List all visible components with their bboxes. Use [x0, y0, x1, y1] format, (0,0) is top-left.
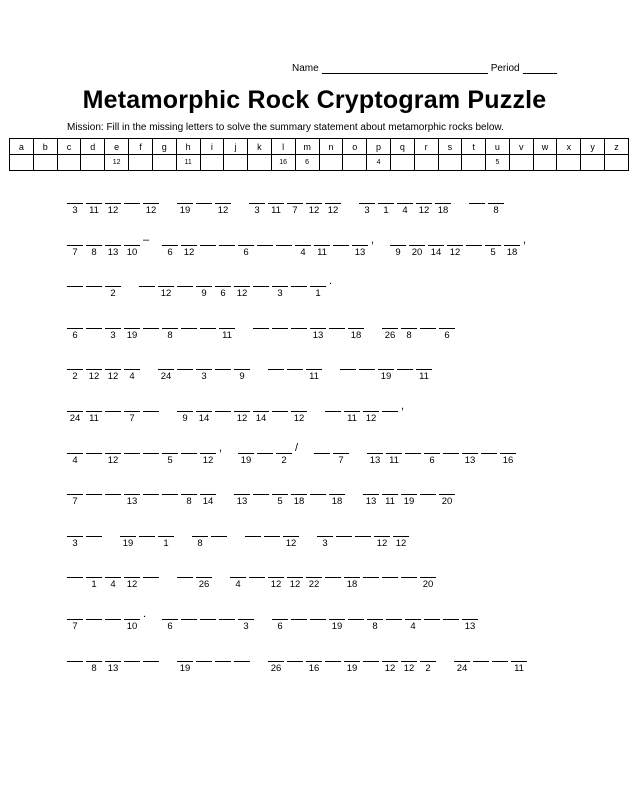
letter-blank[interactable]: 20: [439, 494, 455, 506]
letter-blank[interactable]: 18: [344, 577, 360, 589]
letter-blank[interactable]: [86, 286, 102, 298]
letter-blank[interactable]: [215, 661, 231, 673]
letter-blank[interactable]: [177, 369, 193, 381]
letter-blank[interactable]: [405, 453, 421, 465]
punctuation: .: [143, 608, 147, 620]
name-label: Name: [292, 63, 319, 74]
letter-blank[interactable]: [443, 619, 459, 631]
letter-blank[interactable]: 12: [363, 411, 379, 423]
cipher-letter-s: s: [438, 139, 462, 155]
letter-blank[interactable]: [466, 245, 482, 257]
letter-blank[interactable]: 24: [67, 411, 83, 423]
letter-blank[interactable]: [67, 661, 83, 673]
letter-blank[interactable]: 12: [374, 536, 390, 548]
cipher-letter-u: u: [486, 139, 510, 155]
letter-blank[interactable]: 12: [200, 453, 216, 465]
letter-blank[interactable]: 13: [462, 453, 478, 465]
letter-blank[interactable]: 11: [511, 661, 527, 673]
letter-blank[interactable]: 11: [386, 453, 402, 465]
cipher-letter-a: a: [10, 139, 34, 155]
letter-blank[interactable]: 7: [67, 619, 83, 631]
letter-blank[interactable]: 13: [124, 494, 140, 506]
letter-blank[interactable]: 14: [428, 245, 444, 257]
letter-blank[interactable]: [211, 536, 227, 548]
letter-blank[interactable]: 19: [401, 494, 417, 506]
letter-blank[interactable]: [272, 411, 288, 423]
letter-blank[interactable]: 12: [158, 286, 174, 298]
letter-blank[interactable]: [310, 619, 326, 631]
letter-blank[interactable]: [105, 494, 121, 506]
letter-blank[interactable]: [86, 453, 102, 465]
cipher-letter-m: m: [295, 139, 319, 155]
letter-blank[interactable]: [215, 411, 231, 423]
letter-blank[interactable]: [420, 494, 436, 506]
letter-blank[interactable]: 13: [352, 245, 368, 257]
letter-blank[interactable]: [143, 411, 159, 423]
letter-blank[interactable]: [143, 661, 159, 673]
cipher-letter-b: b: [33, 139, 57, 155]
letter-blank[interactable]: 14: [253, 411, 269, 423]
letter-blank[interactable]: [86, 494, 102, 506]
letter-blank[interactable]: 26: [196, 577, 212, 589]
letter-blank[interactable]: 14: [200, 494, 216, 506]
letter-blank[interactable]: 8: [401, 328, 417, 340]
letter-blank[interactable]: [215, 369, 231, 381]
letter-blank[interactable]: 4: [230, 577, 246, 589]
letter-blank[interactable]: 4: [397, 203, 413, 215]
letter-blank[interactable]: [325, 661, 341, 673]
letter-blank[interactable]: 12: [143, 203, 159, 215]
letter-blank[interactable]: [291, 619, 307, 631]
letter-blank[interactable]: [401, 577, 417, 589]
punctuation: .: [329, 275, 333, 288]
punctuation: ,: [371, 233, 375, 246]
letter-blank[interactable]: [325, 411, 341, 423]
letter-blank[interactable]: [177, 577, 193, 589]
letter-blank[interactable]: 24: [158, 369, 174, 381]
letter-blank[interactable]: 5: [485, 245, 501, 257]
letter-blank[interactable]: 12: [234, 286, 250, 298]
letter-blank[interactable]: [86, 619, 102, 631]
cipher-letter-r: r: [414, 139, 438, 155]
letter-blank[interactable]: 12: [416, 203, 432, 215]
letter-blank[interactable]: [196, 203, 212, 215]
letter-blank[interactable]: [314, 453, 330, 465]
letter-blank[interactable]: [257, 453, 273, 465]
letter-blank[interactable]: [200, 619, 216, 631]
cipher-letter-j: j: [224, 139, 248, 155]
letter-blank[interactable]: 13: [105, 661, 121, 673]
mission-text: Mission: Fill in the missing letters to solve the summary statement about metamorphic rocks below.: [67, 122, 504, 133]
letter-blank[interactable]: 20: [409, 245, 425, 257]
letter-blank[interactable]: [67, 577, 83, 589]
letter-blank[interactable]: 12: [291, 411, 307, 423]
cipher-code-e[interactable]: 12: [105, 155, 129, 171]
letter-blank[interactable]: [105, 411, 121, 423]
letter-blank[interactable]: [124, 661, 140, 673]
letter-blank[interactable]: 11: [268, 203, 284, 215]
cipher-code-m[interactable]: 6: [295, 155, 319, 171]
letter-blank[interactable]: 3: [249, 203, 265, 215]
letter-blank[interactable]: 13: [462, 619, 478, 631]
letter-blank[interactable]: 13: [234, 494, 250, 506]
cipher-code-p[interactable]: 4: [367, 155, 391, 171]
letter-blank[interactable]: 5: [162, 453, 178, 465]
letter-blank[interactable]: [363, 661, 379, 673]
letter-blank[interactable]: 16: [306, 661, 322, 673]
letter-blank[interactable]: 11: [314, 245, 330, 257]
letter-blank[interactable]: 4: [405, 619, 421, 631]
letter-blank[interactable]: 7: [67, 494, 83, 506]
letter-blank[interactable]: [253, 328, 269, 340]
letter-blank[interactable]: 13: [310, 328, 326, 340]
letter-blank[interactable]: 3: [317, 536, 333, 548]
letter-blank[interactable]: 12: [181, 245, 197, 257]
cipher-letter-l: l: [271, 139, 295, 155]
cipher-code-u[interactable]: 5: [486, 155, 510, 171]
letter-blank[interactable]: 6: [272, 619, 288, 631]
letter-blank[interactable]: 18: [329, 494, 345, 506]
letter-blank[interactable]: 11: [86, 411, 102, 423]
letter-blank[interactable]: [264, 536, 280, 548]
letter-blank[interactable]: [287, 661, 303, 673]
letter-blank[interactable]: 18: [504, 245, 520, 257]
letter-blank[interactable]: 8: [488, 203, 504, 215]
letter-blank[interactable]: 12: [105, 453, 121, 465]
letter-blank[interactable]: [359, 369, 375, 381]
letter-blank[interactable]: 13: [363, 494, 379, 506]
letter-blank[interactable]: 12: [105, 369, 121, 381]
period-label: Period: [490, 63, 520, 74]
cipher-letter-c: c: [57, 139, 81, 155]
letter-blank[interactable]: 3: [238, 619, 254, 631]
letter-blank[interactable]: [67, 286, 83, 298]
letter-blank[interactable]: [382, 411, 398, 423]
letter-blank[interactable]: [177, 286, 193, 298]
letter-blank[interactable]: 5: [272, 494, 288, 506]
letter-blank[interactable]: [291, 286, 307, 298]
letter-blank[interactable]: 7: [67, 245, 83, 257]
letter-blank[interactable]: [420, 328, 436, 340]
letter-blank[interactable]: 10: [124, 245, 140, 257]
letter-blank[interactable]: 3: [359, 203, 375, 215]
letter-blank[interactable]: [276, 245, 292, 257]
letter-blank[interactable]: [424, 619, 440, 631]
cipher-code-h[interactable]: 11: [176, 155, 200, 171]
letter-blank[interactable]: 18: [291, 494, 307, 506]
letter-blank[interactable]: [348, 619, 364, 631]
letter-blank[interactable]: [86, 536, 102, 548]
letter-blank[interactable]: [253, 494, 269, 506]
cipher-letter-q: q: [390, 139, 414, 155]
letter-blank[interactable]: 11: [306, 369, 322, 381]
letter-blank[interactable]: 12: [382, 661, 398, 673]
cipher-letter-w: w: [533, 139, 557, 155]
letter-blank[interactable]: 12: [287, 577, 303, 589]
letter-blank[interactable]: 11: [86, 203, 102, 215]
letter-blank[interactable]: 8: [86, 661, 102, 673]
punctuation: ,: [401, 400, 405, 412]
letter-blank[interactable]: [268, 369, 284, 381]
letter-blank[interactable]: 1: [158, 536, 174, 548]
letter-blank[interactable]: [329, 328, 345, 340]
letter-blank[interactable]: [219, 245, 235, 257]
letter-blank[interactable]: [139, 286, 155, 298]
letter-blank[interactable]: 11: [219, 328, 235, 340]
letter-blank[interactable]: 1: [310, 286, 326, 298]
letter-blank[interactable]: 4: [295, 245, 311, 257]
letter-blank[interactable]: [105, 619, 121, 631]
letter-blank[interactable]: 12: [105, 203, 121, 215]
letter-blank[interactable]: [200, 328, 216, 340]
letter-blank[interactable]: [310, 494, 326, 506]
letter-blank[interactable]: 7: [287, 203, 303, 215]
letter-blank[interactable]: 20: [420, 577, 436, 589]
letter-blank[interactable]: 8: [181, 494, 197, 506]
letter-blank[interactable]: 6: [424, 453, 440, 465]
letter-blank[interactable]: 11: [344, 411, 360, 423]
letter-blank[interactable]: [181, 619, 197, 631]
letter-blank[interactable]: 3: [272, 286, 288, 298]
letter-blank[interactable]: 2: [276, 453, 292, 465]
cipher-letter-p: p: [367, 139, 391, 155]
cipher-letter-t: t: [462, 139, 486, 155]
cipher-letter-f: f: [129, 139, 153, 155]
letter-blank[interactable]: 8: [192, 536, 208, 548]
cipher-letter-g: g: [152, 139, 176, 155]
letter-blank[interactable]: 12: [401, 661, 417, 673]
letter-blank[interactable]: 3: [196, 369, 212, 381]
letter-blank[interactable]: 2: [67, 369, 83, 381]
letter-blank[interactable]: [443, 453, 459, 465]
letter-blank[interactable]: 9: [196, 286, 212, 298]
cipher-letter-y: y: [581, 139, 605, 155]
letter-blank[interactable]: [249, 577, 265, 589]
letter-blank[interactable]: 2: [420, 661, 436, 673]
punctuation: ,: [523, 233, 527, 246]
letter-blank[interactable]: [124, 203, 140, 215]
letter-blank[interactable]: [245, 536, 261, 548]
letter-blank[interactable]: 12: [447, 245, 463, 257]
letter-blank[interactable]: 9: [234, 369, 250, 381]
cipher-letter-e: e: [105, 139, 129, 155]
letter-blank[interactable]: [336, 536, 352, 548]
letter-blank[interactable]: [200, 245, 216, 257]
letter-blank[interactable]: 26: [268, 661, 284, 673]
letter-blank[interactable]: 2: [105, 286, 121, 298]
letter-blank[interactable]: [325, 577, 341, 589]
letter-blank[interactable]: [253, 286, 269, 298]
letter-blank[interactable]: 14: [196, 411, 212, 423]
cipher-letter-i: i: [200, 139, 224, 155]
letter-blank[interactable]: [340, 369, 356, 381]
cipher-letter-n: n: [319, 139, 343, 155]
letter-blank[interactable]: 18: [435, 203, 451, 215]
letter-blank[interactable]: 12: [283, 536, 299, 548]
letter-blank[interactable]: [272, 328, 288, 340]
letter-blank[interactable]: [139, 536, 155, 548]
letter-blank[interactable]: [355, 536, 371, 548]
letter-blank[interactable]: [181, 453, 197, 465]
cipher-letter-k: k: [247, 139, 271, 155]
letter-blank[interactable]: 6: [238, 245, 254, 257]
letter-blank[interactable]: 19: [238, 453, 254, 465]
letter-blank[interactable]: 13: [105, 245, 121, 257]
letter-blank[interactable]: [234, 661, 250, 673]
letter-blank[interactable]: 19: [124, 328, 140, 340]
punctuation: /: [295, 441, 299, 454]
cipher-letter-d: d: [81, 139, 105, 155]
cipher-letter-h: h: [176, 139, 200, 155]
letter-blank[interactable]: 9: [177, 411, 193, 423]
cipher-code-l[interactable]: 16: [271, 155, 295, 171]
letter-blank[interactable]: 7: [333, 453, 349, 465]
letter-blank[interactable]: 3: [67, 536, 83, 548]
letter-blank[interactable]: [382, 577, 398, 589]
letter-blank[interactable]: 9: [390, 245, 406, 257]
letter-blank[interactable]: 19: [177, 661, 193, 673]
letter-blank[interactable]: 6: [162, 619, 178, 631]
letter-blank[interactable]: 6: [439, 328, 455, 340]
letter-blank[interactable]: 8: [86, 245, 102, 257]
letter-blank[interactable]: 4: [124, 369, 140, 381]
letter-blank[interactable]: [257, 245, 273, 257]
letter-blank[interactable]: 10: [124, 619, 140, 631]
letter-blank[interactable]: [363, 577, 379, 589]
letter-blank[interactable]: 3: [105, 328, 121, 340]
letter-blank[interactable]: 12: [234, 411, 250, 423]
letter-blank[interactable]: [219, 619, 235, 631]
letter-blank[interactable]: [143, 328, 159, 340]
letter-blank[interactable]: 6: [215, 286, 231, 298]
letter-blank[interactable]: 4: [67, 453, 83, 465]
letter-blank[interactable]: 12: [268, 577, 284, 589]
letter-blank[interactable]: 16: [500, 453, 516, 465]
punctuation: ,: [219, 441, 223, 454]
letter-blank[interactable]: 19: [177, 203, 193, 215]
letter-blank[interactable]: [86, 328, 102, 340]
letter-blank[interactable]: [287, 369, 303, 381]
letter-blank[interactable]: 19: [329, 619, 345, 631]
letter-blank[interactable]: [469, 203, 485, 215]
letter-blank[interactable]: 13: [367, 453, 383, 465]
punctuation: –: [143, 233, 150, 246]
letter-blank[interactable]: 12: [393, 536, 409, 548]
page-title: Metamorphic Rock Cryptogram Puzzle: [82, 86, 547, 114]
letter-blank[interactable]: 11: [416, 369, 432, 381]
letter-blank[interactable]: [386, 619, 402, 631]
letter-blank[interactable]: [397, 369, 413, 381]
letter-blank[interactable]: [181, 328, 197, 340]
letter-blank[interactable]: [291, 328, 307, 340]
cipher-letter-z: z: [605, 139, 629, 155]
letter-blank[interactable]: 12: [124, 577, 140, 589]
letter-blank[interactable]: [333, 245, 349, 257]
letter-blank[interactable]: 1: [378, 203, 394, 215]
letter-blank[interactable]: 8: [367, 619, 383, 631]
letter-blank[interactable]: 12: [325, 203, 341, 215]
letter-blank[interactable]: 22: [306, 577, 322, 589]
letter-blank[interactable]: 12: [215, 203, 231, 215]
letter-blank[interactable]: 24: [454, 661, 470, 673]
letter-blank[interactable]: 19: [344, 661, 360, 673]
cipher-letter-v: v: [509, 139, 533, 155]
letter-blank[interactable]: 19: [120, 536, 136, 548]
letter-blank[interactable]: 1: [86, 577, 102, 589]
letter-blank[interactable]: 26: [382, 328, 398, 340]
cipher-letter-o: o: [343, 139, 367, 155]
letter-blank[interactable]: 18: [348, 328, 364, 340]
letter-blank[interactable]: 12: [86, 369, 102, 381]
letter-blank[interactable]: 6: [67, 328, 83, 340]
letter-blank[interactable]: [162, 494, 178, 506]
letter-blank[interactable]: [143, 577, 159, 589]
letter-blank[interactable]: 7: [124, 411, 140, 423]
letter-blank[interactable]: 6: [162, 245, 178, 257]
letter-blank[interactable]: [196, 661, 212, 673]
letter-blank[interactable]: [473, 661, 489, 673]
letter-blank[interactable]: 12: [306, 203, 322, 215]
letter-blank[interactable]: [124, 453, 140, 465]
letter-blank[interactable]: [481, 453, 497, 465]
letter-blank[interactable]: [143, 453, 159, 465]
cipher-letter-x: x: [557, 139, 581, 155]
letter-blank[interactable]: [492, 661, 508, 673]
letter-blank[interactable]: 8: [162, 328, 178, 340]
letter-blank[interactable]: 3: [67, 203, 83, 215]
letter-blank[interactable]: [143, 494, 159, 506]
letter-blank[interactable]: 19: [378, 369, 394, 381]
letter-blank[interactable]: 4: [105, 577, 121, 589]
letter-blank[interactable]: 11: [382, 494, 398, 506]
